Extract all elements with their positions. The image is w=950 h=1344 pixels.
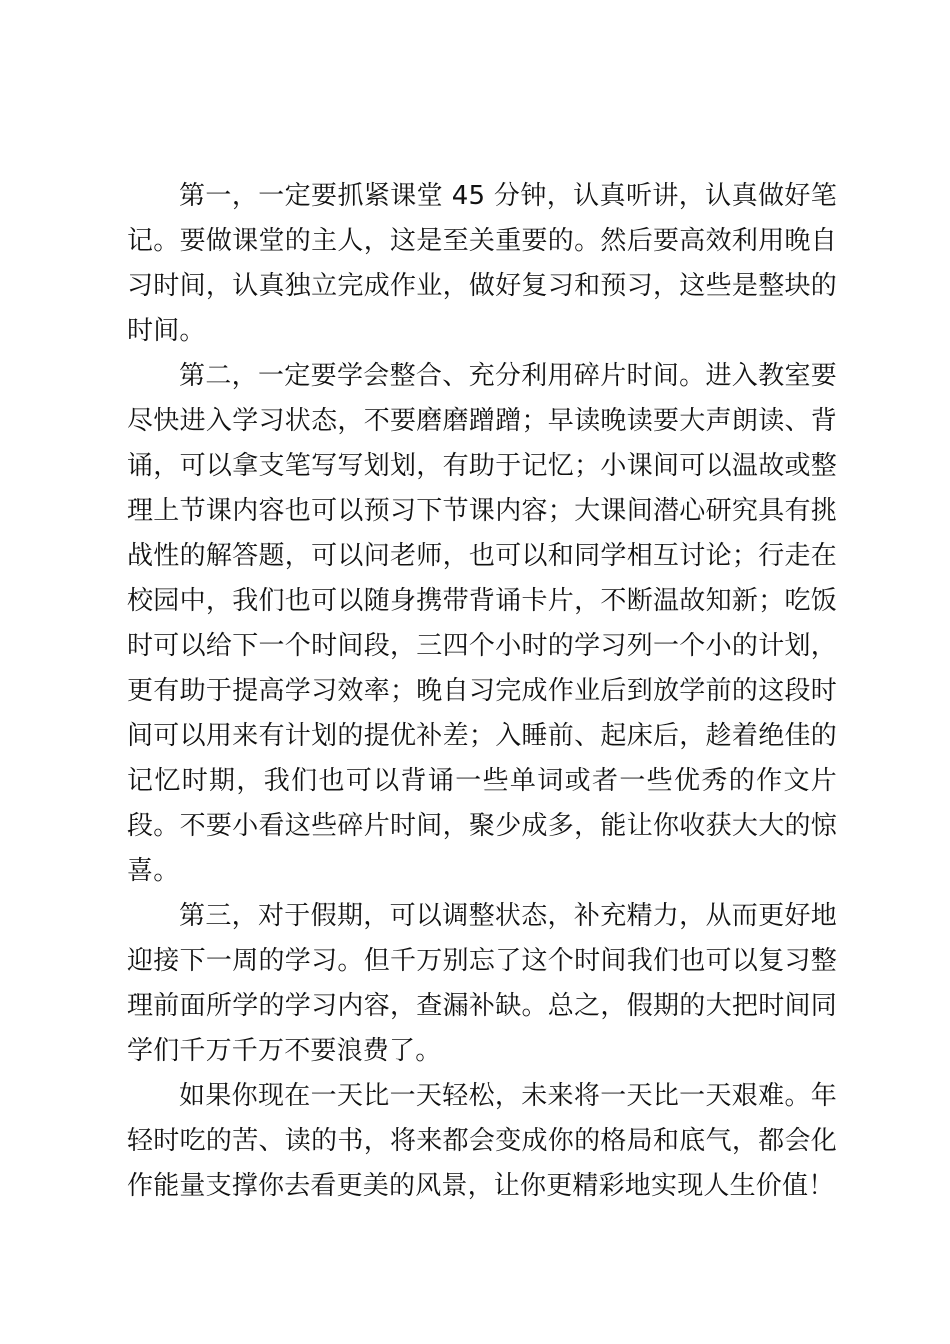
- paragraph-2: 第二，一定要学会整合、充分利用碎片时间。进入教室要尽快进入学习状态，不要磨磨蹭蹭；早读晚读要大声朗读、背诵，可以拿支笔写写划划，有助于记忆；小课间可以温故或整理上节课内容也可以预习下节课内容；大课间潜心研究具有挑战性的解答题，可以问老师，也可以和同学相互讨论；行走在校园中，我们也可以随身携带背诵卡片，不断温故知新；吃饭时可以给下一个时间段，三四个小时的学习列一个小的计划，更有助于提高学习效率；晚自习完成作业后到放学前的这段时间可以用来有计划的提优补差；入睡前、起床后，趁着绝佳的记忆时期，我们也可以背诵一些单词或者一些优秀的作文片段。不要小看这些碎片时间，聚少成多，能让你收获大大的惊喜。: [127, 361, 837, 886]
- paragraph-4: 如果你现在一天比一天轻松，未来将一天比一天艰难。年轻时吃的苦、读的书，将来都会变成你的格局和底气，都会化作能量支撑你去看更美的风景，让你更精彩地实现人生价值！: [127, 1081, 837, 1201]
- paragraph-1: 第一，一定要抓紧课堂 45 分钟，认真听讲，认真做好笔记。要做课堂的主人，这是至关重要的。然后要高效利用晚自习时间，认真独立完成作业，做好复习和预习，这些是整块的时间。: [127, 181, 837, 346]
- document-body: [127, 174, 837, 1209]
- paragraph-3: 第三，对于假期，可以调整状态，补充精力，从而更好地迎接下一周的学习。但千万别忘了这个时间我们也可以复习整理前面所学的学习内容，查漏补缺。总之，假期的大把时间同学们千万千万不要浪费了。: [127, 901, 837, 1066]
